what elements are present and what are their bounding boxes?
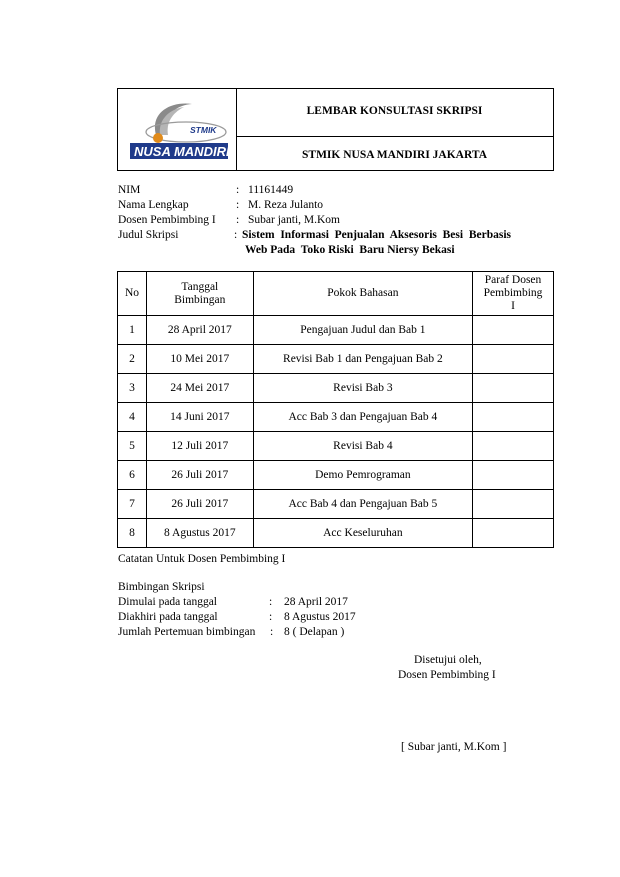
document-subtitle: STMIK NUSA MANDIRI JAKARTA xyxy=(302,149,487,161)
cell-paraf xyxy=(473,519,554,548)
header-paraf-line1: Paraf Dosen xyxy=(484,274,542,286)
diakhiri-label: Diakhiri pada tanggal xyxy=(118,611,218,623)
judul-value-line2: Web Pada Toko Riski Baru Niersy Bekasi xyxy=(245,244,455,256)
document-title: LEMBAR KONSULTASI SKRIPSI xyxy=(306,105,483,117)
nama-value: M. Reza Julanto xyxy=(248,199,324,211)
cell-tanggal: 26 Juli 2017 xyxy=(146,490,253,519)
stmik-logo xyxy=(126,95,230,165)
cell-paraf xyxy=(473,316,554,345)
cell-no: 5 xyxy=(118,432,147,461)
nama-label: Nama Lengkap xyxy=(118,199,189,211)
nim-colon: : xyxy=(236,184,240,196)
table-row xyxy=(118,403,554,432)
cell-pokok: Revisi Bab 1 dan Pengajuan Bab 2 xyxy=(253,345,472,374)
cell-paraf xyxy=(473,403,554,432)
dimulai-label: Dimulai pada tanggal xyxy=(118,596,217,608)
table-row xyxy=(118,519,554,548)
cell-paraf xyxy=(473,345,554,374)
cell-pokok: Acc Bab 4 dan Pengajuan Bab 5 xyxy=(253,490,472,519)
header-pokok-bahasan: Pokok Bahasan xyxy=(253,272,472,316)
table-header-row xyxy=(118,272,554,316)
table-row xyxy=(118,432,554,461)
catatan-text: Catatan Untuk Dosen Pembimbing I xyxy=(118,553,286,565)
diakhiri-colon: : xyxy=(269,611,273,623)
cell-tanggal: 10 Mei 2017 xyxy=(146,345,253,374)
cell-pokok: Acc Keseluruhan xyxy=(253,519,472,548)
jumlah-label: Jumlah Pertemuan bimbingan xyxy=(118,626,256,638)
table-row xyxy=(118,490,554,519)
judul-value-line1: Sistem Informasi Penjualan Aksesoris Besi Berbasis xyxy=(242,229,511,241)
table-row xyxy=(118,345,554,374)
cell-pokok: Demo Pemrograman xyxy=(253,461,472,490)
header-box xyxy=(117,88,554,171)
cell-tanggal: 28 April 2017 xyxy=(146,316,253,345)
diakhiri-value: 8 Agustus 2017 xyxy=(284,611,356,623)
cell-paraf xyxy=(473,490,554,519)
cell-no: 4 xyxy=(118,403,147,432)
cell-no: 6 xyxy=(118,461,147,490)
cell-paraf xyxy=(473,461,554,490)
table-row xyxy=(118,316,554,345)
signature-name: [ Subar janti, M.Kom ] xyxy=(401,741,507,753)
cell-paraf xyxy=(473,432,554,461)
table-row xyxy=(118,461,554,490)
judul-colon: : xyxy=(234,229,238,241)
dosen-colon: : xyxy=(236,214,240,226)
table-row xyxy=(118,374,554,403)
cell-no: 7 xyxy=(118,490,147,519)
header-tanggal-line2: Bimbingan xyxy=(174,293,226,306)
cell-no: 1 xyxy=(118,316,147,345)
cell-pokok: Revisi Bab 3 xyxy=(253,374,472,403)
header-divider-horizontal xyxy=(236,136,553,137)
logo-text-main: NUSA MANDIRI xyxy=(134,144,230,159)
cell-pokok: Revisi Bab 4 xyxy=(253,432,472,461)
header-tanggal xyxy=(146,272,253,316)
header-no: No xyxy=(118,272,147,316)
judul-label: Judul Skripsi xyxy=(118,229,179,241)
logo-text-top: STMIK xyxy=(190,125,217,135)
cell-tanggal: 14 Juni 2017 xyxy=(146,403,253,432)
header-paraf-line2: Pembimbing xyxy=(483,287,543,299)
header-paraf xyxy=(473,272,554,316)
cell-tanggal: 26 Juli 2017 xyxy=(146,461,253,490)
cell-paraf xyxy=(473,374,554,403)
dimulai-value: 28 April 2017 xyxy=(284,596,348,608)
jumlah-value: 8 ( Delapan ) xyxy=(284,626,345,638)
cell-pokok: Acc Bab 3 dan Pengajuan Bab 4 xyxy=(253,403,472,432)
cell-no: 2 xyxy=(118,345,147,374)
cell-no: 8 xyxy=(118,519,147,548)
header-paraf-line3: I xyxy=(511,300,515,312)
disetujui-text: Disetujui oleh, xyxy=(414,654,482,666)
consultation-table xyxy=(117,271,554,548)
nim-label: NIM xyxy=(118,184,141,196)
bimbingan-title: Bimbingan Skripsi xyxy=(118,581,205,593)
nim-value: 11161449 xyxy=(248,184,294,196)
nama-colon: : xyxy=(236,199,240,211)
cell-no: 3 xyxy=(118,374,147,403)
header-tanggal-line1: Tanggal xyxy=(181,280,219,293)
cell-tanggal: 12 Juli 2017 xyxy=(146,432,253,461)
cell-tanggal: 24 Mei 2017 xyxy=(146,374,253,403)
cell-pokok: Pengajuan Judul dan Bab 1 xyxy=(253,316,472,345)
cell-tanggal: 8 Agustus 2017 xyxy=(146,519,253,548)
dimulai-colon: : xyxy=(269,596,273,608)
signature-role: Dosen Pembimbing I xyxy=(398,669,496,681)
jumlah-colon: : xyxy=(270,626,274,638)
dosen-value: Subar janti, M.Kom xyxy=(248,214,340,226)
dosen-label: Dosen Pembimbing I xyxy=(118,214,216,226)
